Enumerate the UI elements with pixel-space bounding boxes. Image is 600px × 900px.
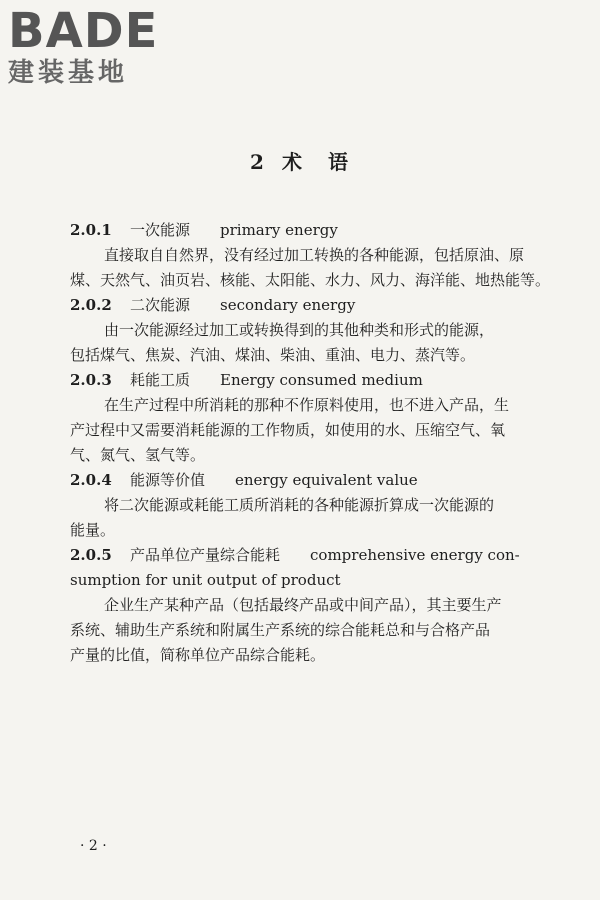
term-english: primary energy [220,221,338,239]
term-heading [70,543,520,567]
term-body-line: 系统、辅助生产系统和附属生产系统的综合能耗总和与合格产品 [70,621,491,639]
term-chinese: 能源等价值 [130,471,206,489]
term-chinese: 一次能源 [130,221,191,239]
term-english: energy equivalent value [235,471,418,489]
logo-brand: BADE [8,3,159,59]
term-chinese: 耗能工质 [130,371,191,389]
term-number: 2.0.4 [70,471,112,489]
term-body-line: 将二次能源或耗能工质所消耗的各种能源折算成一次能源的 [104,496,495,514]
term-heading [70,218,338,242]
term-body-line: 产量的比值，简称单位产品综合能耗。 [70,646,326,664]
term-body-line: 产过程中又需要消耗能源的工作物质，如使用的水、压缩空气、氧 [70,421,506,439]
term-body-line: 气、氮气、氢气等。 [70,446,206,464]
term-body-line: 企业生产某种产品（包括最终产品或中间产品），其主要生产 [104,596,502,614]
term-heading [70,368,423,392]
term-body-line: 在生产过程中所消耗的那种不作原料使用，也不进入产品，生 [104,396,510,414]
term-body-line: 包括煤气、焦炭、汽油、煤油、柴油、重油、电力、蒸汽等。 [70,346,476,364]
page-number: · 2 · [80,838,107,854]
term-number: 2.0.1 [70,221,112,239]
logo [8,3,178,88]
term-english: secondary energy [220,296,356,314]
term-number: 2.0.2 [70,296,112,314]
term-chinese: 二次能源 [130,296,191,314]
term-body-line: 直接取自自然界，没有经过加工转换的各种能源，包括原油、原 [104,246,525,264]
chapter-number: 2 [250,150,266,174]
term-body-line: 煤、天然气、油页岩、核能、太阳能、水力、风力、海洋能、地热能等。 [70,271,551,289]
term-chinese: 产品单位产量综合能耗 [130,546,281,564]
term-english: comprehensive energy con- [310,546,520,564]
chapter-title [0,146,600,175]
chapter-title-char: 语 [327,150,350,174]
logo-subtitle: 建装基地 [8,58,129,88]
term-body-line: 能量。 [70,521,116,539]
term-number: 2.0.5 [70,546,112,564]
term-number: 2.0.3 [70,371,112,389]
term-body-line: 由一次能源经过加工或转换得到的其他种类和形式的能源， [104,321,495,339]
term-english: Energy consumed medium [220,371,423,389]
term-heading [70,293,355,317]
term-heading [70,468,418,492]
chapter-title-char: 术 [281,150,304,174]
term-english-continued: sumption for unit output of product [70,571,341,589]
